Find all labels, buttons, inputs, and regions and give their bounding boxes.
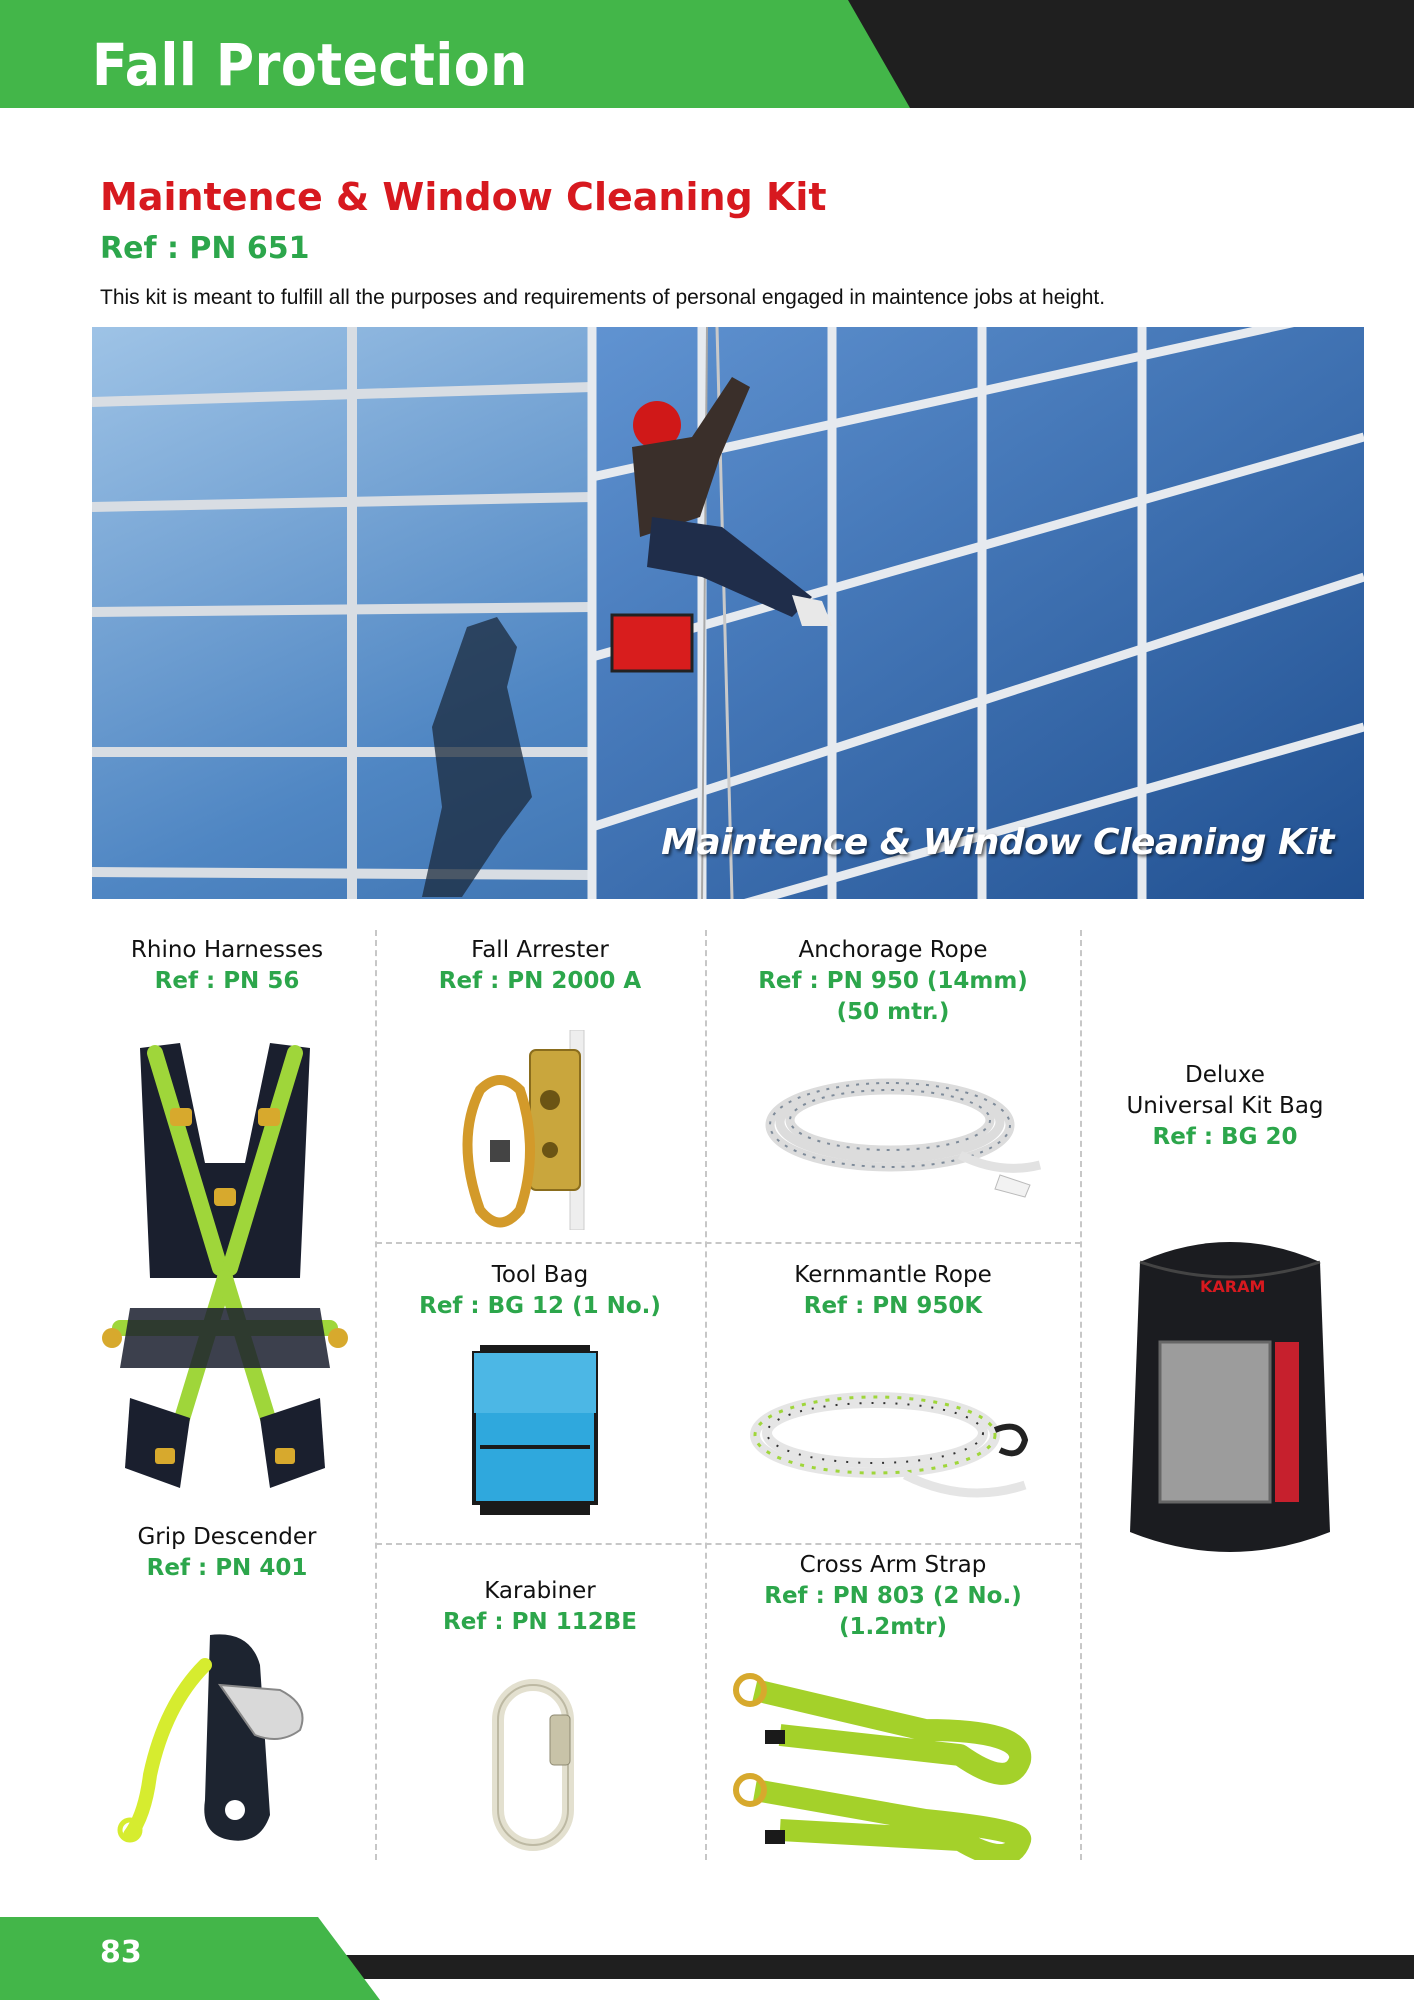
kernmantle-rope-icon bbox=[745, 1375, 1045, 1515]
tool-bag-icon bbox=[460, 1335, 610, 1525]
harness-icon bbox=[100, 1038, 350, 1488]
rope-coil-icon bbox=[760, 1060, 1050, 1200]
divider bbox=[376, 1543, 1081, 1545]
divider bbox=[375, 930, 377, 1860]
product-ref: Ref : PN 803 (2 No.) (1.2mtr) bbox=[764, 1583, 1022, 1640]
bag-brand: KARAM bbox=[1200, 1277, 1266, 1296]
product-name: Anchorage Rope bbox=[798, 937, 988, 963]
product-name: Cross Arm Strap bbox=[799, 1552, 987, 1578]
hero-caption: Maintence & Window Cleaning Kit bbox=[661, 822, 1334, 863]
hero-photo bbox=[92, 327, 1364, 899]
page-number: 83 bbox=[100, 1935, 142, 1970]
kit-bag-icon bbox=[1120, 1222, 1340, 1572]
product-name: Grip Descender bbox=[137, 1524, 317, 1550]
fall-arrester-icon bbox=[450, 1030, 610, 1230]
product-ref: Ref : PN 56 bbox=[154, 968, 300, 994]
product-name: Tool Bag bbox=[491, 1262, 589, 1288]
product-ref: Ref : PN 2000 A bbox=[438, 968, 642, 994]
product-ref: Ref : BG 12 (1 No.) bbox=[419, 1293, 661, 1319]
karabiner-icon bbox=[488, 1675, 588, 1855]
window-cleaner-photo bbox=[92, 327, 1364, 899]
product-name: Deluxe Universal Kit Bag bbox=[1126, 1062, 1324, 1119]
divider bbox=[1080, 930, 1082, 1860]
section-title: Fall Protection bbox=[92, 31, 528, 99]
product-ref: Ref : PN 950 (14mm) (50 mtr.) bbox=[758, 968, 1028, 1025]
kit-title: Maintence & Window Cleaning Kit bbox=[100, 175, 827, 219]
product-ref: Ref : PN 401 bbox=[146, 1555, 308, 1581]
footer-bar bbox=[330, 1955, 1414, 1979]
kit-ref: Ref : PN 651 bbox=[100, 231, 310, 266]
footer-green-band bbox=[0, 1917, 380, 2000]
descender-icon bbox=[100, 1625, 330, 1855]
product-name: Fall Arrester bbox=[471, 937, 609, 963]
product-ref: Ref : PN 950K bbox=[803, 1293, 983, 1319]
divider bbox=[376, 1242, 1081, 1244]
product-name: Kernmantle Rope bbox=[794, 1262, 992, 1288]
kit-description: This kit is meant to fulfill all the purposes and requirements of personal engaged in maintence jobs at height. bbox=[100, 286, 1106, 309]
product-ref: Ref : PN 112BE bbox=[443, 1609, 637, 1635]
strap-icon bbox=[725, 1660, 1065, 1860]
product-ref: Ref : BG 20 bbox=[1152, 1124, 1298, 1150]
product-name: Karabiner bbox=[484, 1578, 596, 1604]
divider bbox=[705, 930, 707, 1860]
product-name: Rhino Harnesses bbox=[130, 937, 324, 963]
